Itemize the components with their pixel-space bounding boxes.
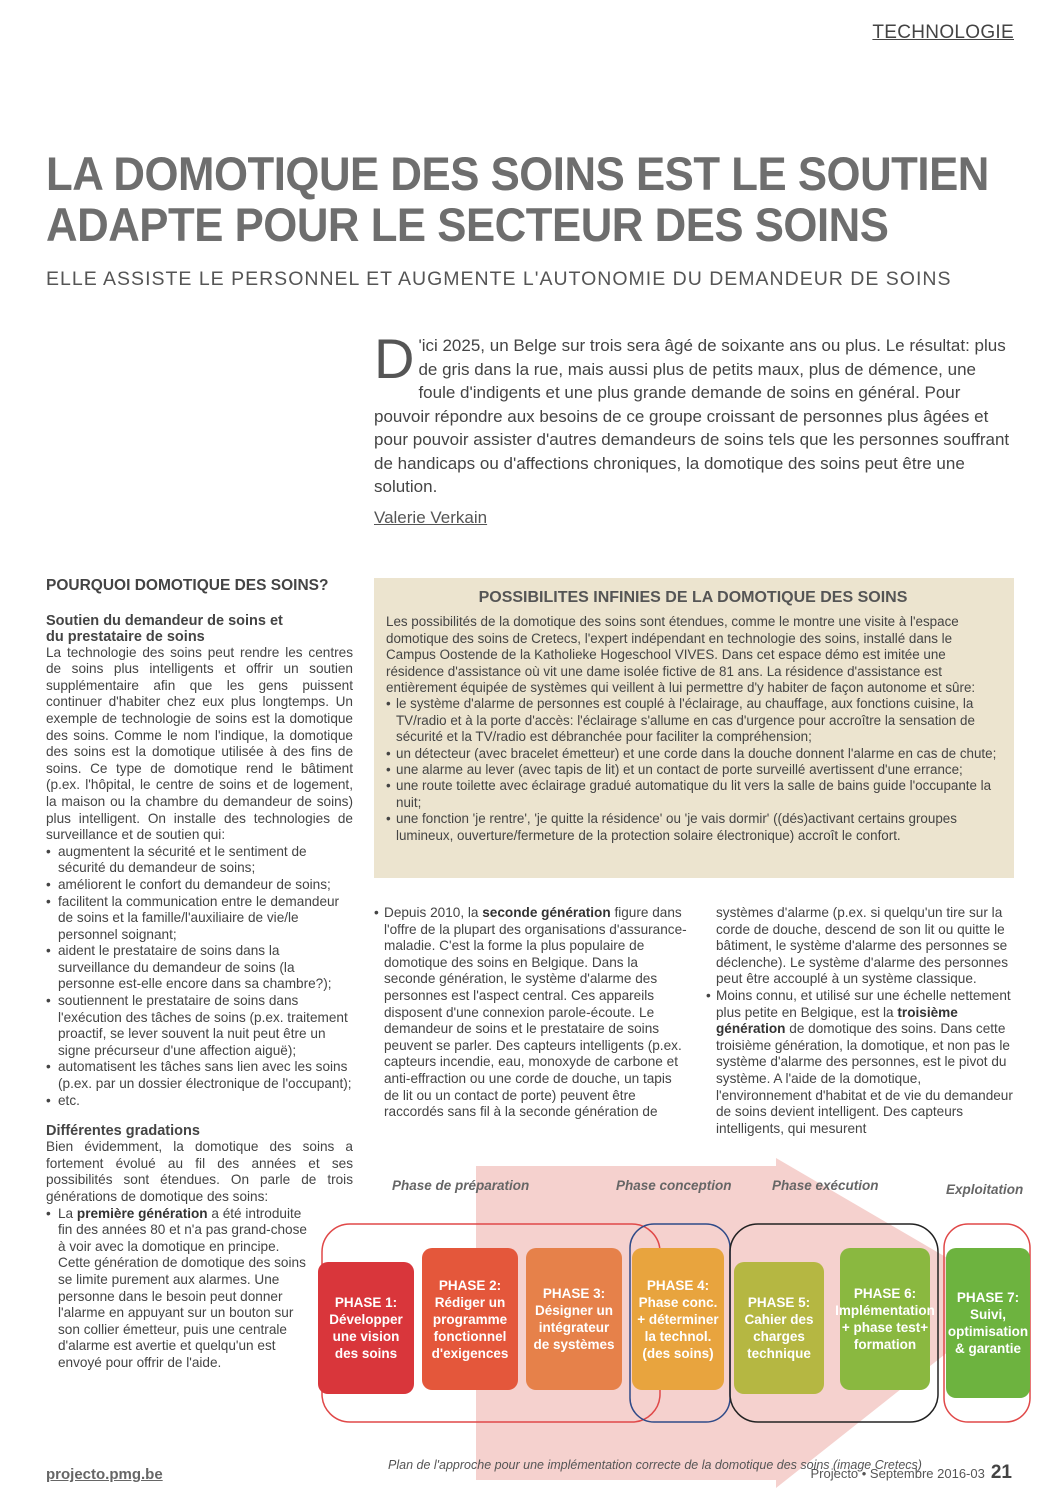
- list-item: • aident le prestataire de soins dans la surveillance du demandeur de soins (la personne est-elle encore dans sa chambre?);: [46, 943, 353, 993]
- list-item-second-generation: [374, 905, 690, 1121]
- gen3-bold: troisième génération: [716, 1004, 958, 1037]
- list-item: • le système d'alarme de personnes est couplé à l'éclairage, au chauffage, aux fonctions cuisine, la TV/radio et à la porte d'accès: l'éclairage s'allume en cas d'urgence pour accroître la sensation de sécurité et la TV/radio est débranchée pour faciliter la compréhension;: [386, 696, 1000, 745]
- box-list: [386, 696, 1000, 844]
- list-item: • automatisent les tâches sans lien avec les soins (p.ex. par un dossier électronique de l'occupant);: [46, 1059, 353, 1092]
- right-column: [706, 905, 1014, 1137]
- page-number: 21: [990, 1462, 1012, 1483]
- issue-text: Projecto • Septembre 2016-03: [810, 1466, 985, 1481]
- right-paragraph: systèmes d'alarme (p.ex. si quelqu'un tire sur la corde de douche, descend de son lit ou quitte le bâtiment, le système d'alarme des personnes se déclenche). Le système d'alarme des personnes peut être accouplé à un système classique.: [716, 905, 1009, 987]
- support-paragraph: La technologie des soins peut rendre les centres de soins plus intelligents et offrir un soutien supplémentaire afin que les gens puissent continuer d'habiter chez eux plus longtemps. Un exemple de technologie de soins est la domotique des soins. Comme le nom l'indique, la domotique des soins est la domotique utilisée à des fins de soins. Ce type de domotique rend le bâtiment (p.ex. l'hôpital, le centre de soins et de logement, la maison ou la chambre du demandeur de soins) plus intelligent. On installe des technologies de surveillance et de soutien qui:: [46, 644, 353, 843]
- diagram-caption: Plan de l'approche pour une implémentation correcte de la domotique des soins (image Cretecs): [388, 1458, 922, 1472]
- drop-cap: D: [374, 327, 415, 390]
- intro-text: 'ici 2025, un Belge sur trois sera âgé de soixante ans ou plus. Le résultat: plus de gris dans la rue, mais aussi plus de petits maux, plus de démence, une foule d'indigents et une plus grande demande de soins en général. Pour pouvoir répondre aux besoins de ce groupe croissant de personnes plus âgées et pour pouvoir assister d'autres demandeurs de soins tels que les personnes souffrant de handicaps ou d'affections chroniques, la domotique des soins peut être une solution.: [374, 336, 1010, 496]
- gen1-bold: première génération: [76, 1205, 208, 1221]
- phase-6-box: [835, 1248, 935, 1390]
- gen3-prefix: Moins connu, et utilisé sur une échelle nettement plus petite en Belgique, est la: [716, 987, 1011, 1020]
- list-item: • une fonction 'je rentre', 'je quitte la résidence' ou 'je vais dormir' ((dés)activant certains groupes lumineux, ouverture/fermeture de la protection solaire électronique) accroît le confort.: [386, 811, 1000, 844]
- phase-5-text: PHASE 5: Cahier des charges technique: [744, 1295, 814, 1361]
- phases-diagram: [316, 1158, 1032, 1488]
- label-conception: Phase conception: [616, 1178, 732, 1193]
- list-item: • augmentent la sécurité et le sentiment de sécurité du demandeur de soins;: [46, 844, 353, 877]
- gen2-prefix: Depuis 2010, la: [384, 905, 483, 920]
- phase-3-text: PHASE 3: Désigner un intégrateur de systèmes: [533, 1286, 615, 1352]
- gen2-bold: seconde génération: [482, 905, 611, 920]
- phase-3-box: [526, 1248, 622, 1390]
- phase-1-text: PHASE 1: Développer une vision des soins: [329, 1295, 403, 1361]
- gen3-text: de domotique des soins. Dans cette troisième génération, la domotique, et non pas le système d'alarme des personnes, est le pivot du système. A l'aide de la domotique, l'environnement d'habitat et de vie du demandeur de soins devient intelligent. Des capteurs intelligents, qui mesurent: [716, 1021, 1013, 1136]
- article-title: [46, 147, 989, 251]
- phase-5-box: [734, 1262, 824, 1394]
- box-title: POSSIBILITES INFINIES DE LA DOMOTIQUE DES SOINS: [478, 589, 908, 606]
- box-paragraph: Les possibilités de la domotique des soins sont étendues, comme le montre une visite à l'espace domotique des soins de Cretecs, l'expert indépendant en technologie des soins, installé dans le Campus Oostende de la Katholieke Hogeschool VIVES. Dans cet espace démo est imitée une résidence d'assistance où vit une dame isolée fictive de 81 ans. La résidence d'assistance est entièrement équipée de systèmes qui veillent à lui permettre d'y habiter de façon autonome et sûre:: [386, 614, 976, 696]
- list-item: • améliorent le confort du demandeur de soins;: [46, 877, 353, 894]
- title-line-1: LA DOMOTIQUE DES SOINS EST LE SOUTIEN: [46, 147, 989, 200]
- footer-issue: [810, 1462, 1012, 1484]
- label-exploitation: Exploitation: [946, 1182, 1024, 1197]
- title-line-2: ADAPTE POUR LE SECTEUR DES SOINS: [46, 198, 889, 251]
- phase-4-text: PHASE 4: Phase conc. + déterminer la technol. (des soins): [637, 1277, 719, 1361]
- list-item-first-generation: [46, 1206, 308, 1372]
- phase-2-box: [422, 1248, 518, 1390]
- list-item: • une alarme au lever (avec tapis de lit) et un contact de porte surveillé avertissent d'une errance;: [386, 762, 1000, 778]
- list-item: • une route toilette avec éclairage gradué automatique du lit vers la salle de bains guide l'occupante la nuit;: [386, 778, 1000, 811]
- label-execution: Phase exécution: [772, 1178, 879, 1193]
- list-item-third-generation: [706, 988, 1014, 1137]
- section-heading: POURQUOI DOMOTIQUE DES SOINS?: [46, 577, 329, 594]
- phase-4-box: [632, 1248, 724, 1390]
- left-column: [46, 578, 353, 1372]
- phase-7-box: [946, 1248, 1030, 1398]
- phase-7-text: PHASE 7: Suivi, optimisation & garantie: [947, 1290, 1029, 1356]
- footer-site-link[interactable]: projecto.pmg.be: [46, 1466, 163, 1483]
- gen2-text: figure dans l'offre de la plupart des organisations d'assurance-maladie. C'est la forme la plus populaire de domotique des soins en Belgique. Dans la seconde génération, le système d'alarme des personnes est l'aspect central. Ces appareils disposent d'une connexion parole-écoute. Le demandeur de soins et le prestataire de soins peuvent se parler. Des capteurs intelligents (p.ex. capteurs incendie, eau, monoxyde de carbone et anti-effraction ou une corde de douche, un tapis de lit ou un contact de porte) peuvent être raccordés sans fil à la seconde génération de: [384, 905, 687, 1120]
- phase-2-text: PHASE 2: Rédiger un programme fonctionnel d'exigences: [431, 1277, 509, 1361]
- article-subtitle: ELLE ASSISTE LE PERSONNEL ET AUGMENTE L'AUTONOMIE DU DEMANDEUR DE SOINS: [46, 268, 952, 290]
- intro-paragraph: [374, 327, 1014, 499]
- subheading-gradations: Différentes gradations: [46, 1123, 200, 1140]
- middle-column: [374, 905, 690, 1121]
- list-item: • facilitent la communication entre le demandeur de soins et la famille/l'auxiliaire de vie/le personnel soignant;: [46, 894, 353, 944]
- section-tag: TECHNOLOGIE: [872, 22, 1014, 43]
- list-item: • un détecteur (avec bracelet émetteur) et une corde dans la douche donnent l'alarme en cas de chute;: [386, 746, 1000, 762]
- support-list: [46, 844, 353, 1110]
- generation-list: [46, 1206, 353, 1372]
- list-item: • etc.: [46, 1093, 353, 1110]
- phase-6-text: PHASE 6: Implémentation + phase test+ formation: [835, 1286, 935, 1352]
- gen1-prefix: La: [58, 1205, 77, 1221]
- gradations-paragraph: Bien évidemment, la domotique des soins a fortement évolué au fil des années et ses possibilités sont étendues. On parle de trois générations de domotique des soins:: [46, 1139, 353, 1204]
- phase-1-box: [318, 1262, 414, 1394]
- author-link[interactable]: Valerie Verkain: [374, 508, 488, 527]
- subheading-support: Soutien du demandeur de soins et du prestataire de soins: [46, 612, 283, 645]
- label-preparation: Phase de préparation: [392, 1178, 530, 1193]
- sidebar-box: [374, 578, 1014, 878]
- gen1-text: a été introduite fin des années 80 et n'a pas grand-chose à voir avec la domotique en principe. Cette génération de domotique des soins se limite purement aux alarmes. Une personne dans le besoin peut donner l'alarme en appuyant sur un bouton sur son collier émetteur, puis une centrale d'alarme est avertie et quelqu'un est envoyé pour offrir de l'aide.: [58, 1205, 307, 1370]
- list-item: • soutiennent le prestataire de soins dans l'exécution des tâches de soins (p.ex. traitement proactif, se lever souvent la nuit peut être un signe précurseur d'une affection aiguë);: [46, 993, 353, 1059]
